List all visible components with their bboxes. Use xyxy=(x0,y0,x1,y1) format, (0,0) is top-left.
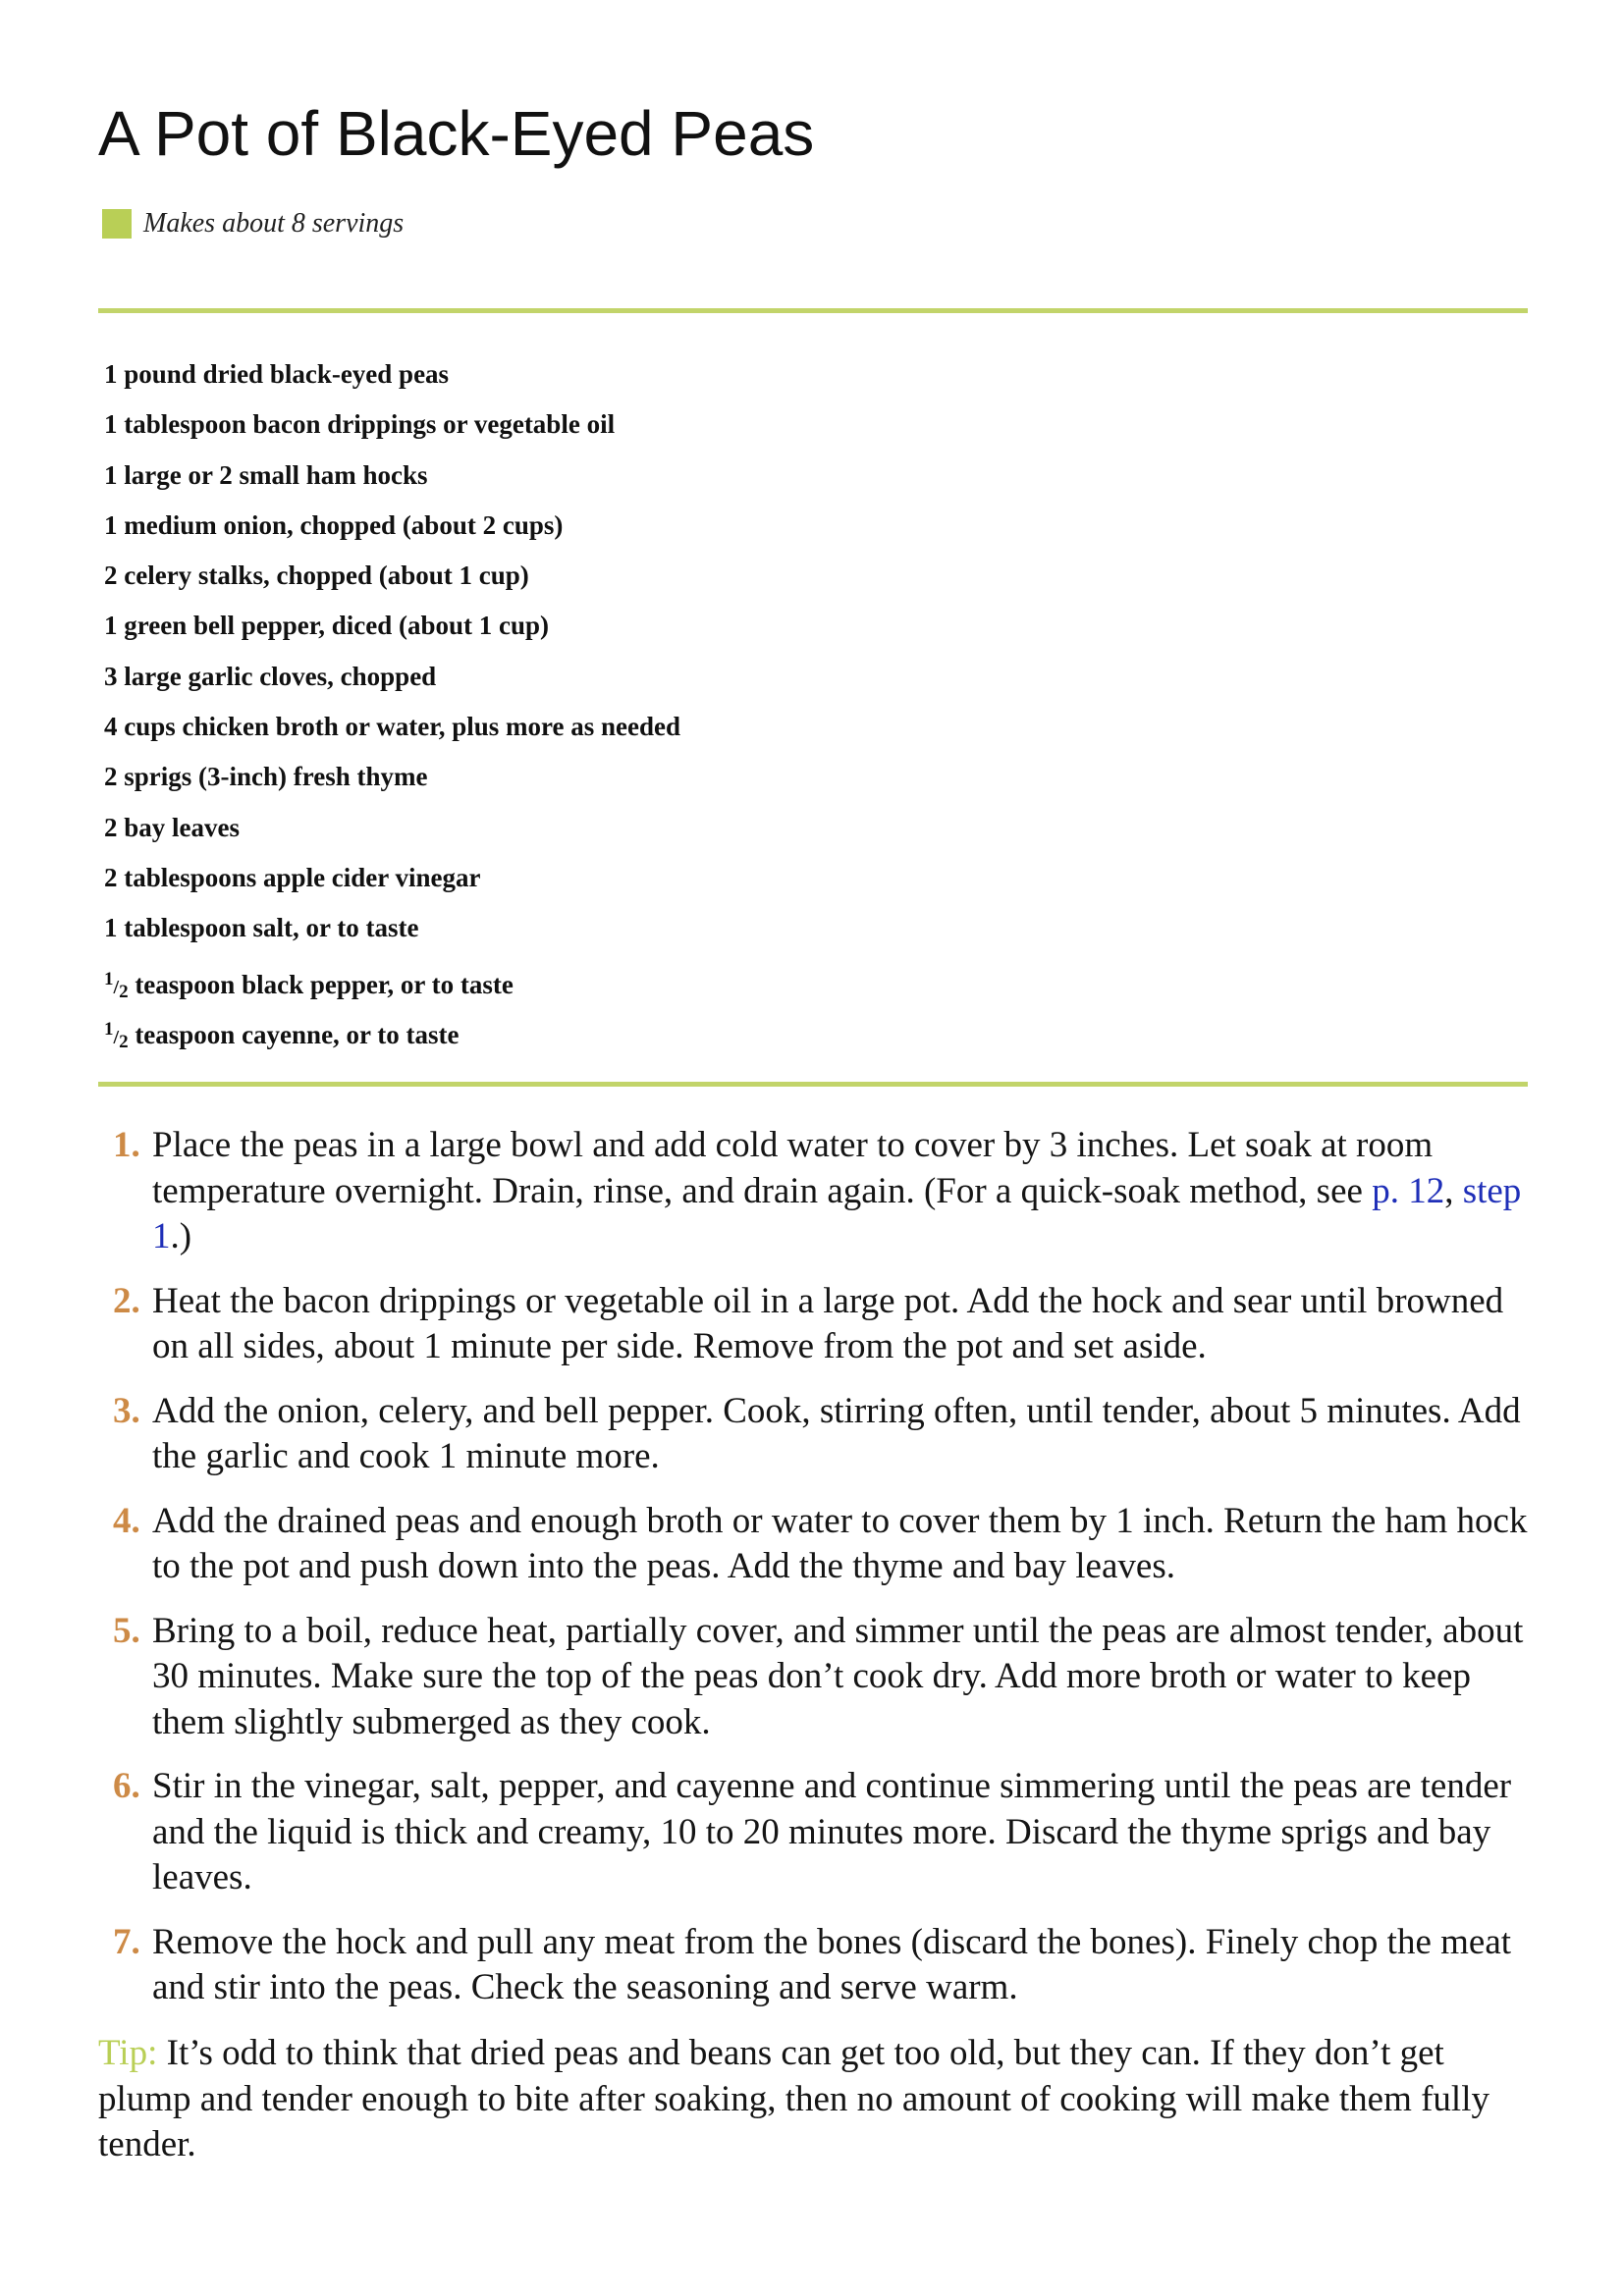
link-separator: , xyxy=(1444,1170,1463,1211)
fraction-denominator: 2 xyxy=(119,1031,129,1052)
ingredient-text: 1 tablespoon bacon drippings or vegetable oil xyxy=(104,409,616,440)
ingredient-text: 2 celery stalks, chopped (about 1 cup) xyxy=(104,561,529,591)
recipe-title: A Pot of Black-Eyed Peas xyxy=(98,98,815,169)
step-item xyxy=(98,1499,1528,1590)
step-text: Remove the hock and pull any meat from the bones (discard the bones). Finely chop the meat and stir into the peas. Check the seasoning and serve warm. xyxy=(152,1921,1512,2007)
ingredient-item xyxy=(104,551,680,601)
page-reference-link[interactable]: p. 12 xyxy=(1372,1170,1445,1211)
ingredient-item xyxy=(104,853,680,903)
step-reference-link[interactable]: step 1 xyxy=(152,1170,1522,1256)
ingredient-text: 1 green bell pepper, diced (about 1 cup) xyxy=(104,611,550,641)
step-text: Heat the bacon drippings or vegetable oil in a large pot. Add the hock and sear until browned on all sides, about 1 minute per side. Remove from the pot and set aside. xyxy=(152,1280,1504,1366)
ingredient-text: teaspoon cayenne, or to taste xyxy=(128,1019,460,1049)
ingredient-text: 4 cups chicken broth or water, plus more as needed xyxy=(104,712,681,742)
step-number: 5. xyxy=(113,1610,140,1651)
ingredient-item xyxy=(104,752,680,802)
step-text: Add the onion, celery, and bell pepper. Cook, stirring often, until tender, about 5 minutes. Add the garlic and cook 1 minute more. xyxy=(152,1390,1521,1476)
fraction-denominator: 2 xyxy=(119,981,129,1002)
step-item xyxy=(98,1764,1528,1901)
divider-top xyxy=(98,308,1528,313)
step-item xyxy=(98,1389,1528,1480)
step-text: Place the peas in a large bowl and add cold water to cover by 3 inches. Let soak at room temperature overnight. Drain, rinse, and drain again. (For a quick-soak method, see xyxy=(152,1125,1434,1211)
fraction: 1/2 xyxy=(104,968,129,1002)
step-text: Add the drained peas and enough broth or water to cover them by 1 inch. Return the ham hock to the pot and push down into the peas. Add the thyme and bay leaves. xyxy=(152,1500,1528,1586)
step-text: Bring to a boil, reduce heat, partially cover, and simmer until the peas are almost tender, about 30 minutes. Make sure the top of the peas don’t cook dry. Add more broth or water to keep them slightly submerged as they cook. xyxy=(152,1610,1524,1742)
step-number: 4. xyxy=(113,1500,140,1541)
method-steps xyxy=(98,1123,1528,2030)
step-number: 6. xyxy=(113,1766,140,1806)
ingredient-text: 1 large or 2 small ham hocks xyxy=(104,459,428,490)
step-text-end: .) xyxy=(170,1216,192,1256)
step-number: 3. xyxy=(113,1390,140,1431)
ingredient-item xyxy=(104,451,680,501)
ingredient-item xyxy=(104,400,680,450)
step-number: 7. xyxy=(113,1921,140,1962)
ingredient-text: 1 pound dried black-eyed peas xyxy=(104,359,450,389)
fraction: 1/2 xyxy=(104,1018,129,1052)
tip-paragraph xyxy=(98,2031,1528,2168)
ingredient-text: 2 tablespoons apple cider vinegar xyxy=(104,862,481,892)
ingredient-text: 1 tablespoon salt, or to taste xyxy=(104,913,419,943)
ingredient-item xyxy=(104,601,680,651)
ingredient-item xyxy=(104,702,680,752)
ingredient-text: 3 large garlic cloves, chopped xyxy=(104,661,437,691)
ingredient-item xyxy=(104,903,680,953)
step-number: 2. xyxy=(113,1280,140,1321)
fraction-numerator: 1 xyxy=(104,968,114,989)
yield-line xyxy=(102,206,404,241)
ingredient-list xyxy=(104,349,680,1054)
tip-text: It’s odd to think that dried peas and beans can get too old, but they can. If they don’t get plump and tender enough to bite after soaking, then no amount of cooking will make them fully tender. xyxy=(98,2033,1489,2164)
divider-bottom xyxy=(98,1082,1528,1087)
ingredient-item xyxy=(104,954,680,1004)
step-item xyxy=(98,1609,1528,1746)
ingredient-item xyxy=(104,349,680,400)
fraction-numerator: 1 xyxy=(104,1018,114,1040)
ingredient-text: 2 bay leaves xyxy=(104,812,240,842)
tip-label: Tip: xyxy=(98,2033,158,2073)
step-number: 1. xyxy=(113,1125,140,1165)
step-item xyxy=(98,1920,1528,2011)
yield-text: Makes about 8 servings xyxy=(143,208,405,239)
step-text: Stir in the vinegar, salt, pepper, and cayenne and continue simmering until the peas are tender and the liquid is thick and creamy, 10 to 20 minutes more. Discard the thyme sprigs and bay leaves. xyxy=(152,1766,1512,1897)
step-item xyxy=(98,1123,1528,1260)
ingredient-item xyxy=(104,1004,680,1054)
square-bullet-icon xyxy=(102,209,132,239)
ingredient-text: 1 medium onion, chopped (about 2 cups) xyxy=(104,509,564,540)
ingredient-text: teaspoon black pepper, or to taste xyxy=(128,969,514,999)
ingredient-item xyxy=(104,803,680,853)
ingredient-item xyxy=(104,501,680,551)
ingredient-text: 2 sprigs (3-inch) fresh thyme xyxy=(104,762,428,792)
ingredient-item xyxy=(104,652,680,702)
step-item xyxy=(98,1279,1528,1370)
